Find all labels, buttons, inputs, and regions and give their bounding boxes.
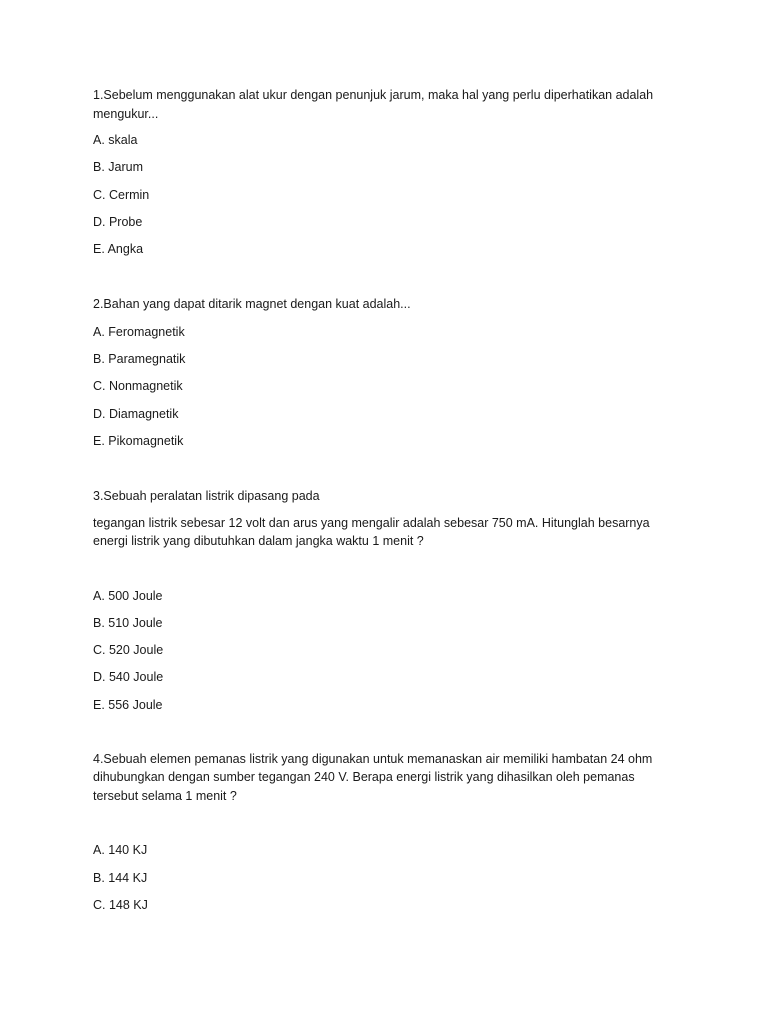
question-4-option-c: C. 148 KJ xyxy=(93,898,148,912)
question-1-option-b: B. Jarum xyxy=(93,160,144,174)
question-4-stem-line-2: dihubungkan dengan sumber tegangan 240 V. Berapa energi listrik yang dihasilkan oleh pemanas xyxy=(93,770,635,784)
question-3-option-e: E. 556 Joule xyxy=(93,698,163,712)
question-1-stem-line-1: 1.Sebelum menggunakan alat ukur dengan penunjuk jarum, maka hal yang perlu diperhatikan adalah xyxy=(93,88,654,102)
question-2-option-b: B. Paramegnatik xyxy=(93,352,186,366)
question-2-option-a: A. Feromagnetik xyxy=(93,325,185,339)
question-2-option-c: C. Nonmagnetik xyxy=(93,379,183,393)
question-1-option-e: E. Angka xyxy=(93,242,144,256)
question-1-option-a: A. skala xyxy=(93,133,138,147)
question-2-option-d: D. Diamagnetik xyxy=(93,407,179,421)
question-3-option-d: D. 540 Joule xyxy=(93,670,164,684)
question-3-stem-line-1: 3.Sebuah peralatan listrik dipasang pada xyxy=(93,489,320,503)
question-3-stem-line-3: energi listrik yang dibutuhkan dalam jangka waktu 1 menit ? xyxy=(93,534,424,548)
question-4-stem-line-1: 4.Sebuah elemen pemanas listrik yang digunakan untuk memanaskan air memiliki hambatan 24 ohm xyxy=(93,752,653,766)
question-3-option-b: B. 510 Joule xyxy=(93,616,163,630)
question-1-option-c: C. Cermin xyxy=(93,188,150,202)
question-1-option-d: D. Probe xyxy=(93,215,143,229)
question-4-option-a: A. 140 KJ xyxy=(93,843,148,857)
question-3-stem-line-2: tegangan listrik sebesar 12 volt dan arus yang mengalir adalah sebesar 750 mA. Hitunglah besarnya xyxy=(93,516,650,530)
question-1-stem-line-2: mengukur... xyxy=(93,107,159,121)
question-3-option-c: C. 520 Joule xyxy=(93,643,164,657)
question-4-stem-line-3: tersebut selama 1 menit ? xyxy=(93,789,237,803)
question-4-option-b: B. 144 KJ xyxy=(93,871,148,885)
question-2-option-e: E. Pikomagnetik xyxy=(93,434,184,448)
question-2-stem-line-1: 2.Bahan yang dapat ditarik magnet dengan kuat adalah... xyxy=(93,297,411,311)
question-3-option-a: A. 500 Joule xyxy=(93,589,163,603)
